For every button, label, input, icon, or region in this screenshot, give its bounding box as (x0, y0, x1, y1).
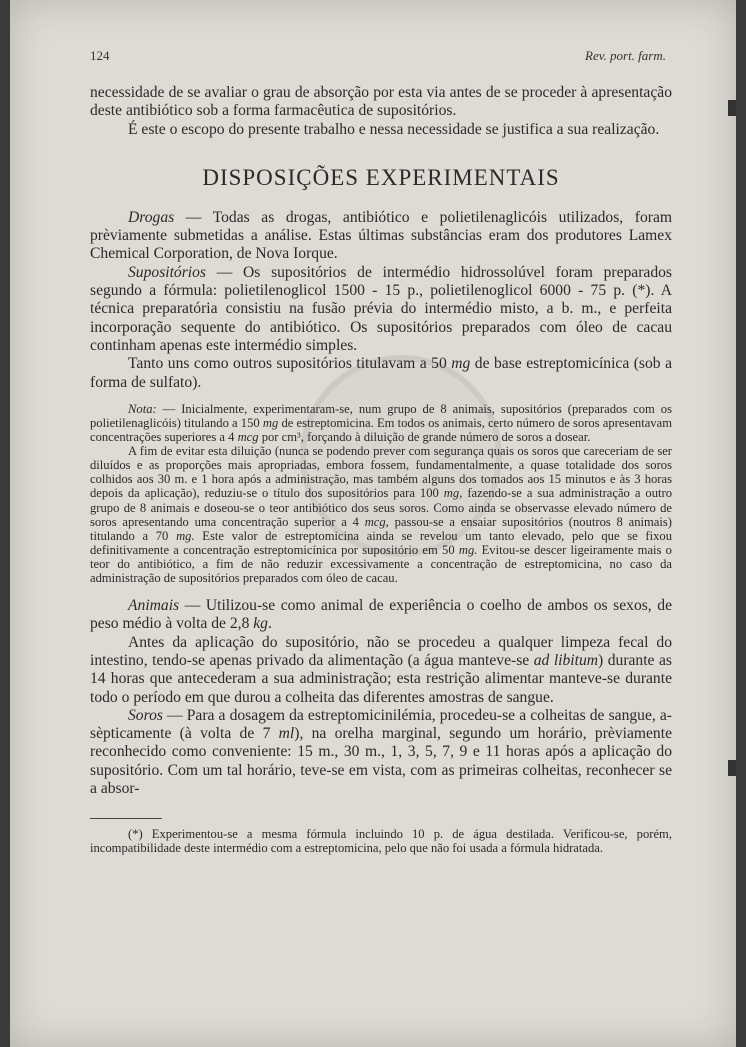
text-span: Evitou-se descer ligeiramente mais o teor do antibiótico, a fim de não reduzir excessivamente a concentração de estreptomicina, no caso da administração de supositórios preparados com óleo de cacau. (90, 542, 672, 585)
drogas-text: — Todas as drogas, antibiótico e polietilenaglicóis utilizados, foram prèviamente submetidas a análise. Estas últimas substâncias eram dos produtores Lamex Chemical Corporation, de Nova Iorque. (90, 208, 672, 263)
text-span: Este valor de estreptomicina ainda se revelou um tanto elevado, pelo que se fixou definitivamente a concentração estreptomicínica por supositório em 50 (90, 528, 672, 557)
page-number: 124 (90, 48, 110, 63)
unit-span: kg (253, 615, 268, 633)
document-page (10, 0, 736, 1047)
animais-paragraph-2 (90, 634, 672, 707)
soros-label: Soros (128, 706, 163, 724)
running-header (90, 48, 666, 64)
journal-abbreviation: Rev. port. farm. (585, 48, 666, 63)
unit-span: mg, (443, 486, 463, 501)
intro-paragraph-1: necessidade de se avaliar o grau de absorção por esta via antes de se proceder à apresentação deste antibiótico sob a forma farmacêutica de supositórios. (90, 84, 672, 120)
animais-paragraph (90, 597, 672, 634)
unit-span: mg (262, 415, 279, 430)
footnote-divider (90, 818, 162, 819)
latin-term: ad libitum (533, 651, 599, 669)
text-span: fazendo-se a sua administração a outro grupo de 8 animais e doseou-se o teor antibiótico dos seus soros. Como ainda se observasse elevado número de soros apresentando uma concentração superior a 4 (90, 486, 672, 529)
text-span: — Para a dosagem da estreptomicinilémia, procedeu-se a colheitas de sangue, a-sèpticamente (à volta de 7 (90, 706, 672, 743)
unit-span: mg (451, 355, 471, 373)
text-span: A fim de evitar esta diluição (nunca se podendo prever com segurança quais os soros que careceriam de ser diluídos e as proporções mais apropriadas, embora fossem, fundamentalmente, a quase totalidade dos soros colhidos aos 30 m. e 1 hora após a administração, mas também alguns dos tomados aos 15 minutos e às 3 horas depois da aplicação), reduziu-se o título dos supositórios para 100 (90, 444, 672, 501)
note-label: Nota: (128, 401, 157, 416)
text-span: de estreptomicina. Em todos os animais, certo número de soros apresentavam concentrações superiores a 4 (90, 415, 672, 445)
binding-edge-mark (728, 100, 736, 116)
note-paragraph-1 (90, 402, 672, 444)
text-span: ), na orelha marginal, segundo um horário, prèviamente reconhecido como conveniente: 15 m., 30 m., 1, 3, 5, 7, 9 e 11 horas após a aplicação do supositório. Com um tal horário, teve-se em vista, com as primeiras colheitas, reconhecer se a absor- (90, 725, 672, 798)
supositorios-paragraph-2 (90, 355, 672, 392)
page-body (90, 84, 672, 856)
text-span: — Utilizou-se como animal de experiência o coelho de ambos os sexos, de peso médio à volta de 2,8 (90, 597, 672, 633)
section-title: DISPOSIÇÕES EXPERIMENTAIS (202, 164, 560, 190)
text-span: por cm³, forçando à diluição de grande número de soros a dosear. (258, 430, 591, 445)
soros-paragraph (90, 707, 672, 798)
note-block (90, 402, 672, 585)
animais-label: Animais (128, 597, 180, 615)
supositorios-label: Supositórios (128, 263, 206, 281)
text-span: — Inicialmente, experimentaram-se, num grupo de 8 animais, supositórios (preparados com os polietilenaglicóis) titulando a 150 (90, 401, 672, 430)
text-span: passou-se a ensaiar supositórios (noutros 8 animais) titulando a 70 (90, 514, 672, 543)
text-span: Tanto uns como outros supositórios titulavam a 50 (128, 355, 452, 373)
text-span: . (267, 615, 272, 633)
footnote-text: (*) Experimentou-se a mesma fórmula incluindo 10 p. de água destilada. Verificou-se, porém, incompatibilidade deste intermédio com a estreptomicina, pelo que não foi usada a fórmula hidratada. (90, 827, 672, 856)
text-span: ) durante as 14 horas que antecederam a sua administração; esta restrição alimentar manteve-se durante todo o período em que durou a colheita das diferentes amostras de sangue. (90, 651, 672, 706)
note-paragraph-2 (90, 444, 672, 585)
unit-span: mg. (458, 542, 478, 557)
unit-span: mg. (176, 528, 195, 543)
unit-span: mcg, (364, 514, 389, 529)
text-span: Antes da aplicação do supositório, não se procedeu a qualquer limpeza fecal do intestino, tendo-se apenas privado da alimentação (a água manteve-se (90, 633, 672, 669)
footnote (90, 827, 672, 855)
unit-span: ml (278, 725, 295, 743)
drogas-paragraph (90, 209, 672, 264)
drogas-label: Drogas (128, 208, 175, 226)
supositorios-paragraph (90, 264, 672, 355)
intro-paragraph-2: É este o escopo do presente trabalho e nessa necessidade se justifica a sua realização. (128, 120, 660, 138)
binding-edge-mark (728, 760, 736, 776)
unit-span: mcg (237, 430, 259, 445)
supositorios-text: — Os supositórios de intermédio hidrossolúvel foram preparados segundo a fórmula: polietilenoglicol 1500 - 15 p., polietilenoglicol 6000 - 75 p. (*). A técnica preparatória consistiu na fusão prévia do intermédio misto, a b. m., e perfeita incorporação sequente do antibiótico. Os supositórios preparados com óleo de cacau continham apenas este intermédio simples. (90, 263, 672, 354)
text-span: de base estreptomicínica (sob a forma de sulfato). (90, 355, 672, 391)
